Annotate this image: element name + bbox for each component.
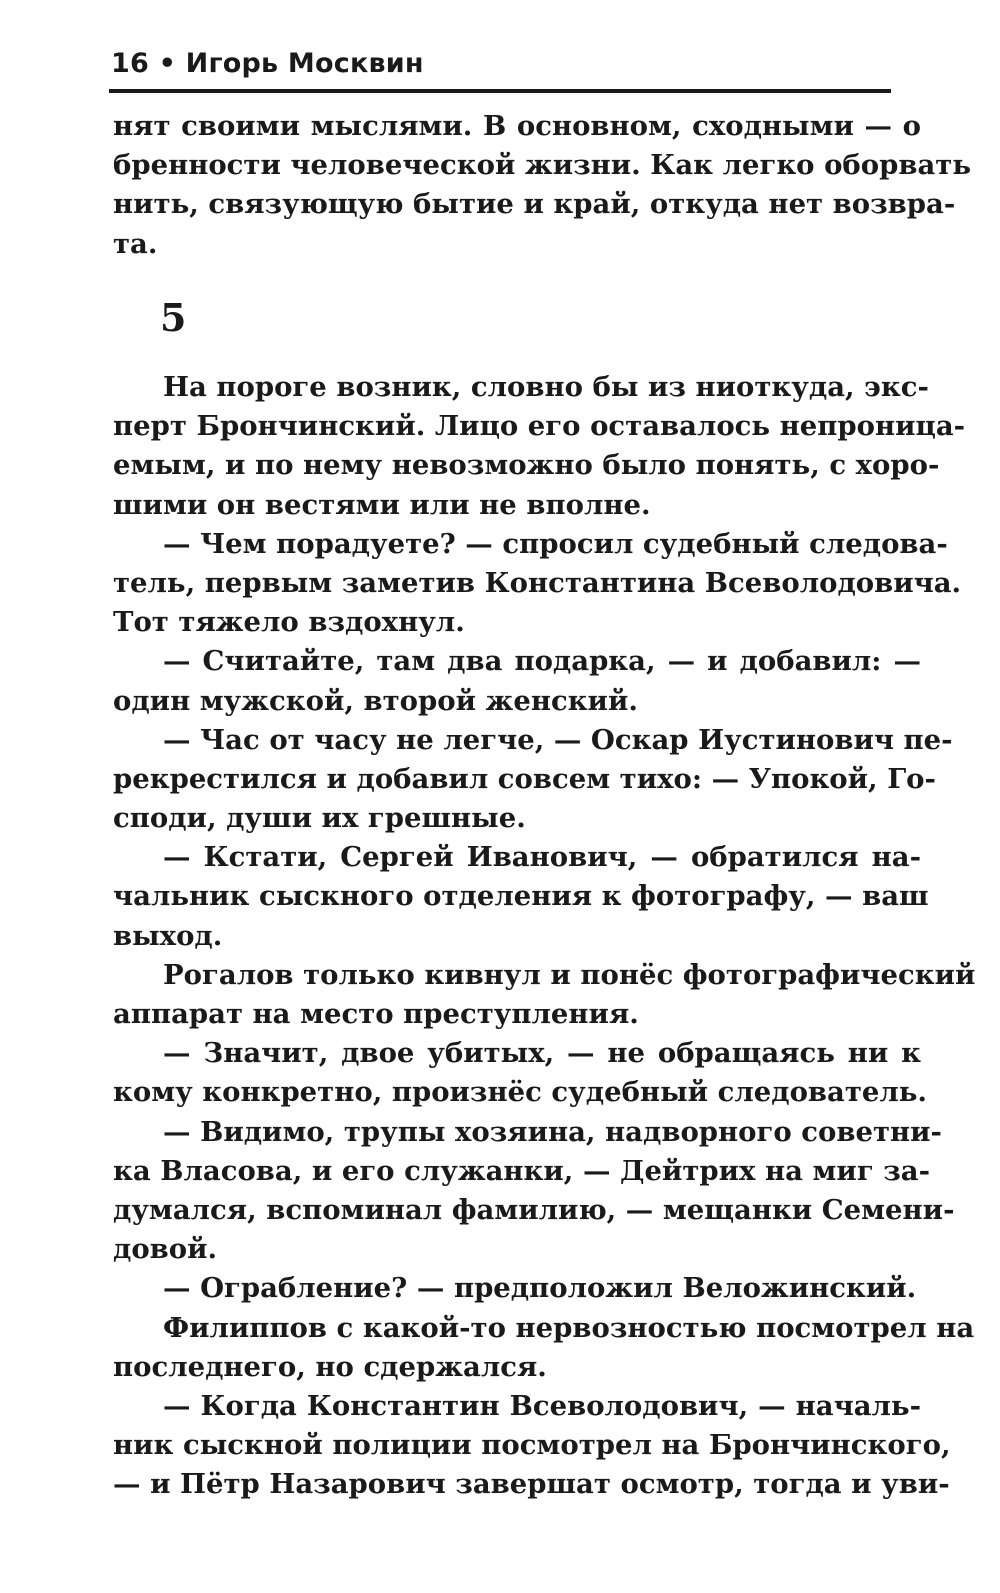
text-line: аппарат на место преступления. [113, 998, 639, 1030]
paragraph [113, 525, 962, 643]
text-line: та. [113, 227, 158, 260]
paragraph [113, 1309, 975, 1387]
chapter-number: 5 [160, 295, 187, 340]
text-line: — Видимо, трупы хозяина, надворного советни- [163, 1115, 942, 1148]
text-line: споди, души их грешные. [113, 802, 526, 835]
text-line: Филиппов с какой-то нервозностью посмотрел на [163, 1311, 975, 1344]
text-line: Рогалов только кивнул и понёс фотографический [163, 958, 976, 991]
text-line: бренности человеческой жизни. Как легко оборвать [113, 149, 971, 182]
paragraph [113, 642, 921, 720]
text-line: последнего, но сдержался. [113, 1350, 547, 1383]
running-head-separator: • [158, 48, 177, 79]
text-line: один мужской, второй женский. [113, 684, 638, 717]
author-name: Игорь Москвин [185, 48, 424, 79]
text-line: — Значит, двое убитых, — не обращаясь ни к [163, 1037, 921, 1070]
paragraph [113, 368, 966, 525]
text-line: рекрестился и добавил совсем тихо: — Упокой, Го- [113, 762, 936, 795]
page-number: 16 [111, 48, 149, 79]
paragraph [113, 1113, 955, 1270]
running-head [111, 44, 424, 84]
text-line: ка Власова, и его служанки, — Дейтрих на миг за- [113, 1154, 931, 1187]
text-line: — и Пётр Назарович завершат осмотр, тогда и уви- [113, 1468, 950, 1501]
text-line: — Кстати, Сергей Иванович, — обратился на- [163, 841, 921, 874]
text-line: — Час от часу не легче, — Оскар Иустинович пе- [163, 723, 953, 756]
header-rule [109, 89, 891, 93]
paragraph [113, 1387, 951, 1505]
text-line: выход. [113, 919, 223, 952]
text-line: Тот тяжело вздохнул. [113, 606, 465, 639]
text-line: нить, связующую бытие и край, откуда нет возвра- [113, 188, 956, 221]
text-line: довой. [113, 1233, 218, 1266]
text-line: емым, и по нему невозможно было понять, с хоро- [113, 449, 940, 482]
text-line: тель, первым заметив Константина Всеволодовича. [113, 566, 962, 599]
paragraph [113, 721, 953, 839]
text-line: ник сыскной полиции посмотрел на Брончинского, [113, 1429, 951, 1462]
text-line: перт Брончинский. Лицо его оставалось непроница- [113, 410, 966, 443]
chapter-body [113, 368, 976, 1504]
paragraph [113, 1034, 928, 1112]
text-line: — Чем порадуете? — спросил судебный следова- [163, 527, 948, 560]
paragraph [113, 1269, 921, 1308]
text-line: думался, вспоминал фамилию, — мещанки Семени- [113, 1193, 955, 1226]
text-line: чальник сыскного отделения к фотографу, — ваш [113, 880, 929, 913]
text-line: На пороге возник, словно бы из ниоткуда, экс- [163, 371, 929, 403]
paragraph [113, 838, 929, 956]
text-line: нят своими мыслями. В основном, сходными — о [113, 110, 921, 142]
text-line: — Ограбление? — предположил Веложинский. [163, 1272, 917, 1305]
text-line: — Когда Константин Всеволодович, — началь- [163, 1389, 921, 1422]
paragraph [113, 956, 976, 1034]
text-line: шими он вестями или не вполне. [113, 488, 651, 521]
text-line: кому конкретно, произнёс судебный следователь. [113, 1076, 928, 1109]
text-line: — Считайте, там два подарка, — и добавил: — [163, 645, 921, 678]
continuation-paragraph [113, 107, 971, 264]
